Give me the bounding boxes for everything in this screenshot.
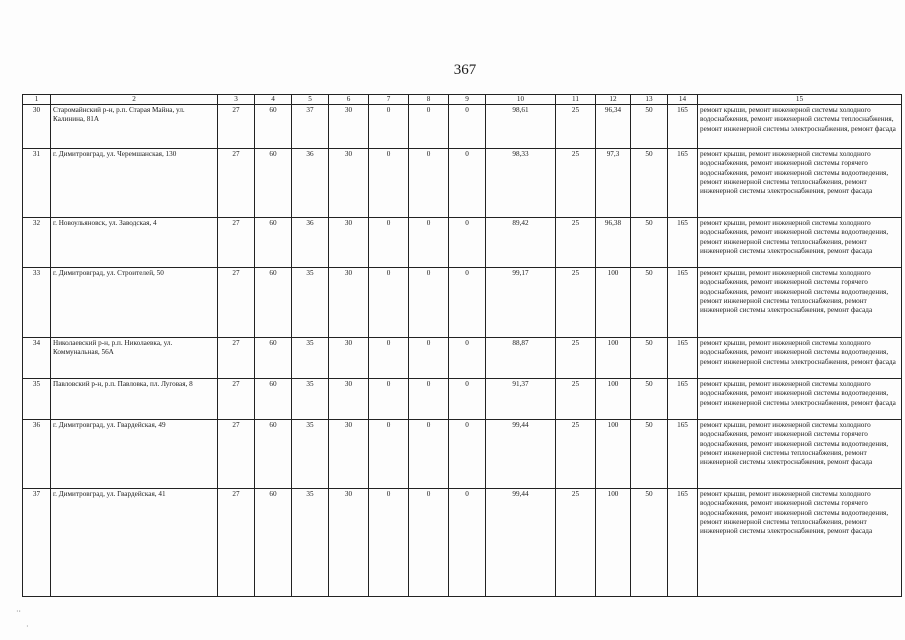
value-cell: 0 (409, 379, 449, 420)
value-cell: 0 (409, 338, 449, 379)
value-cell: 35 (292, 420, 329, 489)
header-cell: 9 (449, 95, 486, 105)
value-cell: 60 (255, 218, 292, 268)
header-cell: 6 (329, 95, 369, 105)
table-row (23, 149, 902, 218)
value-cell: 0 (369, 489, 409, 597)
value-cell: 25 (556, 105, 596, 149)
value-cell: 30 (329, 149, 369, 218)
header-cell: 14 (668, 95, 698, 105)
header-cell: 11 (556, 95, 596, 105)
value-cell: 35 (292, 489, 329, 597)
value-cell: 35 (292, 338, 329, 379)
value-cell: 97,3 (596, 149, 631, 218)
value-cell: 0 (449, 218, 486, 268)
value-cell: 0 (449, 149, 486, 218)
value-cell: 0 (449, 379, 486, 420)
value-cell: 27 (218, 105, 255, 149)
value-cell: 25 (556, 149, 596, 218)
address-cell: Павловский р-н, р.п. Павловка, пл. Луговая, 8 (51, 379, 218, 420)
page-number: 367 (453, 62, 477, 78)
value-cell: 37 (292, 105, 329, 149)
value-cell: 100 (596, 489, 631, 597)
works-cell: ремонт крыши, ремонт инженерной системы холодного водоснабжения, ремонт инженерной системы водоотведения, ремонт инженерной системы теплоснабжения, ремонт инженерной системы электроснабжения, ремонт фасада (698, 218, 902, 268)
value-cell: 0 (369, 218, 409, 268)
value-cell: 165 (668, 218, 698, 268)
scan-artifact: ·⸱ (16, 607, 21, 616)
value-cell: 27 (218, 338, 255, 379)
value-cell: 0 (369, 268, 409, 338)
value-cell: 0 (369, 149, 409, 218)
value-cell: 100 (596, 379, 631, 420)
value-cell: 30 (329, 489, 369, 597)
row-number: 34 (23, 338, 51, 379)
value-cell: 50 (631, 268, 668, 338)
value-cell: 0 (409, 105, 449, 149)
row-number: 31 (23, 149, 51, 218)
value-cell: 88,87 (486, 338, 556, 379)
value-cell: 27 (218, 489, 255, 597)
header-cell: 8 (409, 95, 449, 105)
address-cell: г. Димитровград, ул. Черемшанская, 130 (51, 149, 218, 218)
value-cell: 100 (596, 420, 631, 489)
value-cell: 165 (668, 268, 698, 338)
value-cell: 165 (668, 149, 698, 218)
value-cell: 98,33 (486, 149, 556, 218)
table-row (23, 268, 902, 338)
value-cell: 165 (668, 338, 698, 379)
value-cell: 89,42 (486, 218, 556, 268)
works-cell: ремонт крыши, ремонт инженерной системы холодного водоснабжения, ремонт инженерной системы горячего водоснабжения, ремонт инженерной системы водоотведения, ремонт инженерной системы теплоснабжения, ремонт инженерной системы электроснабжения, ремонт фасада (698, 420, 902, 489)
value-cell: 0 (449, 105, 486, 149)
value-cell: 99,17 (486, 268, 556, 338)
value-cell: 30 (329, 218, 369, 268)
value-cell: 96,34 (596, 105, 631, 149)
row-number: 35 (23, 379, 51, 420)
value-cell: 27 (218, 420, 255, 489)
header-row (23, 95, 902, 105)
table-row (23, 379, 902, 420)
value-cell: 30 (329, 338, 369, 379)
value-cell: 100 (596, 338, 631, 379)
works-register-table (22, 94, 902, 597)
works-cell: ремонт крыши, ремонт инженерной системы холодного водоснабжения, ремонт инженерной системы горячего водоснабжения, ремонт инженерной системы водоотведения, ремонт инженерной системы теплоснабжения, ремонт инженерной системы электроснабжения, ремонт фасада (698, 149, 902, 218)
value-cell: 0 (409, 268, 449, 338)
value-cell: 165 (668, 105, 698, 149)
value-cell: 50 (631, 420, 668, 489)
table-row (23, 489, 902, 597)
value-cell: 0 (369, 105, 409, 149)
value-cell: 60 (255, 489, 292, 597)
value-cell: 27 (218, 379, 255, 420)
value-cell: 25 (556, 379, 596, 420)
value-cell: 35 (292, 379, 329, 420)
value-cell: 27 (218, 218, 255, 268)
value-cell: 50 (631, 379, 668, 420)
value-cell: 99,44 (486, 489, 556, 597)
table-row (23, 105, 902, 149)
value-cell: 30 (329, 420, 369, 489)
value-cell: 50 (631, 338, 668, 379)
value-cell: 0 (449, 489, 486, 597)
row-number: 32 (23, 218, 51, 268)
value-cell: 25 (556, 420, 596, 489)
value-cell: 60 (255, 420, 292, 489)
works-cell: ремонт крыши, ремонт инженерной системы холодного водоснабжения, ремонт инженерной системы горячего водоснабжения, ремонт инженерной системы водоотведения, ремонт инженерной системы теплоснабжения, ремонт инженерной системы электроснабжения, ремонт фасада (698, 489, 902, 597)
value-cell: 50 (631, 489, 668, 597)
works-cell: ремонт крыши, ремонт инженерной системы холодного водоснабжения, ремонт инженерной системы горячего водоснабжения, ремонт инженерной системы водоотведения, ремонт инженерной системы теплоснабжения, ремонт инженерной системы электроснабжения, ремонт фасада (698, 268, 902, 338)
value-cell: 27 (218, 149, 255, 218)
value-cell: 60 (255, 338, 292, 379)
address-cell: г. Димитровград, ул. Гвардейская, 41 (51, 489, 218, 597)
header-cell: 4 (255, 95, 292, 105)
header-cell: 12 (596, 95, 631, 105)
value-cell: 91,37 (486, 379, 556, 420)
table-row (23, 420, 902, 489)
value-cell: 25 (556, 489, 596, 597)
address-cell: г. Димитровград, ул. Строителей, 50 (51, 268, 218, 338)
value-cell: 0 (409, 149, 449, 218)
value-cell: 0 (449, 420, 486, 489)
row-number: 37 (23, 489, 51, 597)
header-cell: 15 (698, 95, 902, 105)
value-cell: 0 (369, 420, 409, 489)
value-cell: 50 (631, 218, 668, 268)
value-cell: 165 (668, 489, 698, 597)
address-cell: г. Димитровград, ул. Гвардейская, 49 (51, 420, 218, 489)
value-cell: 60 (255, 268, 292, 338)
header-cell: 1 (23, 95, 51, 105)
scan-artifact: · (26, 622, 29, 631)
value-cell: 165 (668, 420, 698, 489)
value-cell: 30 (329, 379, 369, 420)
header-cell: 13 (631, 95, 668, 105)
value-cell: 99,44 (486, 420, 556, 489)
header-cell: 10 (486, 95, 556, 105)
value-cell: 60 (255, 379, 292, 420)
value-cell: 50 (631, 149, 668, 218)
header-cell: 3 (218, 95, 255, 105)
value-cell: 0 (409, 420, 449, 489)
value-cell: 50 (631, 105, 668, 149)
value-cell: 0 (369, 379, 409, 420)
value-cell: 60 (255, 149, 292, 218)
address-cell: г. Новоульяновск, ул. Заводская, 4 (51, 218, 218, 268)
value-cell: 60 (255, 105, 292, 149)
works-cell: ремонт крыши, ремонт инженерной системы холодного водоснабжения, ремонт инженерной системы теплоснабжения, ремонт инженерной системы электроснабжения, ремонт фасада (698, 105, 902, 149)
value-cell: 36 (292, 149, 329, 218)
address-cell: Старомайнский р-н, р.п. Старая Майна, ул. Калинина, 81А (51, 105, 218, 149)
value-cell: 25 (556, 268, 596, 338)
value-cell: 27 (218, 268, 255, 338)
header-cell: 5 (292, 95, 329, 105)
value-cell: 0 (409, 218, 449, 268)
value-cell: 100 (596, 268, 631, 338)
value-cell: 96,38 (596, 218, 631, 268)
value-cell: 25 (556, 338, 596, 379)
row-number: 30 (23, 105, 51, 149)
value-cell: 0 (409, 489, 449, 597)
header-cell: 7 (369, 95, 409, 105)
works-cell: ремонт крыши, ремонт инженерной системы холодного водоснабжения, ремонт инженерной системы водоотведения, ремонт инженерной системы электроснабжения, ремонт фасада (698, 338, 902, 379)
header-cell: 2 (51, 95, 218, 105)
value-cell: 98,61 (486, 105, 556, 149)
table-row (23, 338, 902, 379)
address-cell: Николаевский р-н, р.п. Николаевка, ул. Коммунальная, 56А (51, 338, 218, 379)
value-cell: 0 (449, 268, 486, 338)
value-cell: 25 (556, 218, 596, 268)
value-cell: 0 (369, 338, 409, 379)
row-number: 36 (23, 420, 51, 489)
value-cell: 30 (329, 268, 369, 338)
works-cell: ремонт крыши, ремонт инженерной системы холодного водоснабжения, ремонт инженерной системы водоотведения, ремонт инженерной системы электроснабжения, ремонт фасада (698, 379, 902, 420)
table-row (23, 218, 902, 268)
value-cell: 0 (449, 338, 486, 379)
value-cell: 165 (668, 379, 698, 420)
value-cell: 30 (329, 105, 369, 149)
value-cell: 36 (292, 218, 329, 268)
value-cell: 35 (292, 268, 329, 338)
row-number: 33 (23, 268, 51, 338)
